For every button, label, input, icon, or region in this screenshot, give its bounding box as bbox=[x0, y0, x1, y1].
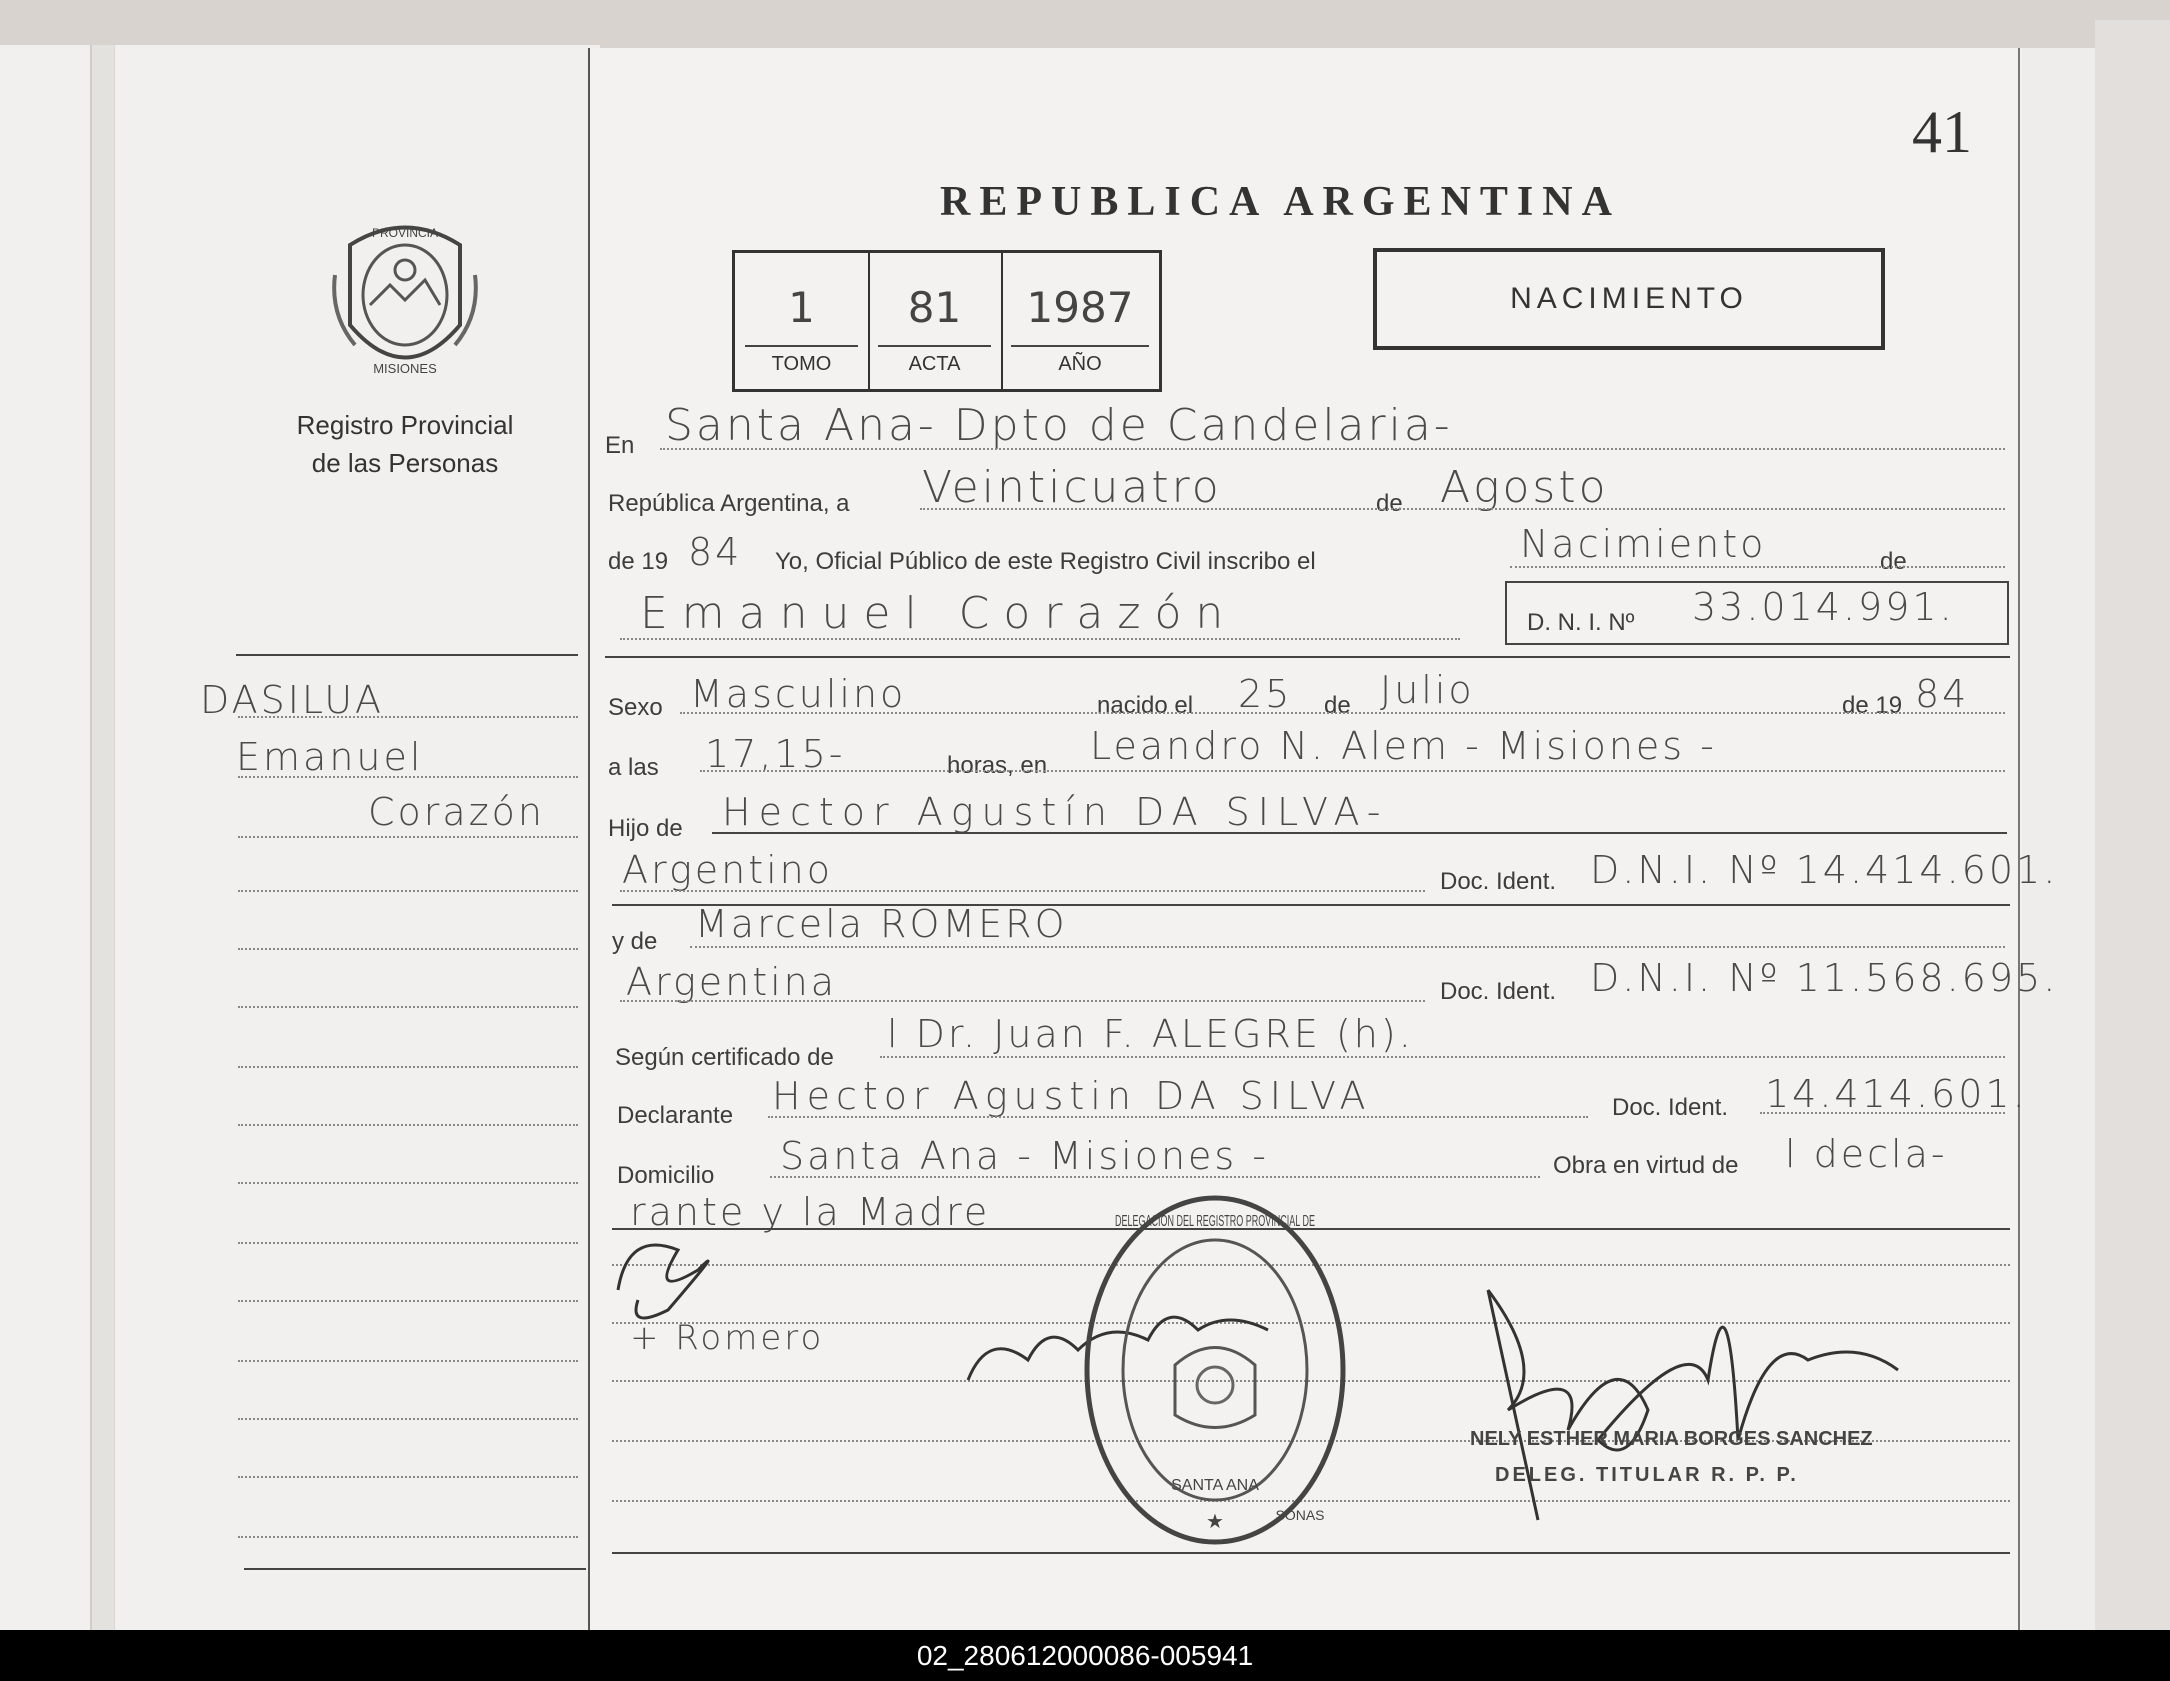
book-edge bbox=[0, 0, 2170, 48]
svg-text:DELEGACION DEL REGISTRO PROVIN: DELEGACION DEL REGISTRO PROVINCIAL DE bbox=[1115, 1213, 1315, 1230]
certificado-value: l Dr. Juan F. ALEGRE (h). bbox=[887, 1012, 1414, 1056]
signer-role: DELEG. TITULAR R. P. P. bbox=[1495, 1464, 1799, 1486]
month-value: Agosto bbox=[1440, 462, 1609, 513]
sidebar-given-name2: Corazón bbox=[368, 790, 545, 834]
domicilio-label: Domicilio bbox=[617, 1162, 715, 1189]
province-seal-icon bbox=[330, 215, 480, 380]
sidebar-line bbox=[238, 1418, 578, 1420]
year-value: 84 bbox=[688, 530, 743, 574]
father-nationality: Argentino bbox=[622, 848, 834, 892]
record-type: NACIMIENTO bbox=[1510, 282, 1748, 315]
father-doc: D.N.I. Nº 14.414.601. bbox=[1590, 848, 2059, 892]
certificado-label: Según certificado de bbox=[615, 1044, 834, 1071]
sidebar-line bbox=[238, 890, 578, 892]
section-rule bbox=[612, 1552, 2010, 1554]
year-prefix-label: de 19 bbox=[608, 548, 669, 575]
declarante-value: Hector Agustin DA SILVA bbox=[772, 1074, 1372, 1118]
father-name: Hector Agustín DA SILVA- bbox=[722, 790, 1389, 834]
de-label3: de bbox=[1324, 692, 1351, 719]
birth-day: 25 bbox=[1238, 672, 1293, 716]
en-label: En bbox=[605, 432, 635, 459]
alas-label: a las bbox=[608, 754, 659, 781]
acta-label: ACTA bbox=[908, 353, 961, 375]
signer-name: NELY ESTHER MARIA BORGES SANCHEZ bbox=[1470, 1428, 1873, 1450]
yde-label: y de bbox=[612, 928, 658, 955]
form-line bbox=[620, 638, 1460, 640]
svg-text:PROVINCIA: PROVINCIA bbox=[371, 226, 439, 240]
doc-label-mother: Doc. Ident. bbox=[1440, 978, 1557, 1005]
form-line bbox=[1760, 1112, 2005, 1114]
anio-cell bbox=[1001, 253, 1159, 389]
form-line bbox=[880, 1056, 2005, 1058]
page-number: 41 bbox=[1912, 99, 1972, 165]
official-stamp bbox=[1080, 1190, 1350, 1550]
page-border bbox=[2018, 48, 2020, 1640]
form-line bbox=[920, 508, 2005, 510]
sidebar-line bbox=[238, 1242, 578, 1244]
hour-value: 17,15- bbox=[705, 732, 846, 776]
sidebar-rule bbox=[244, 1568, 586, 1570]
event-value: Nacimiento bbox=[1520, 522, 1767, 566]
reference-box bbox=[732, 250, 1162, 392]
sidebar-line bbox=[238, 1182, 578, 1184]
sidebar-surname: DASILUA bbox=[200, 678, 385, 722]
birth-place: Leandro N. Alem - Misiones - bbox=[1090, 724, 1717, 768]
declarante-label: Declarante bbox=[617, 1102, 734, 1129]
birth-month: Julio bbox=[1380, 668, 1475, 712]
svg-text:SONAS: SONAS bbox=[1275, 1507, 1325, 1523]
registry-name bbox=[240, 406, 570, 482]
svg-text:SANTA ANA: SANTA ANA bbox=[1171, 1477, 1259, 1494]
form-line bbox=[690, 946, 2005, 948]
sidebar-line bbox=[238, 1006, 578, 1008]
sidebar-line bbox=[238, 1066, 578, 1068]
mother-name: Marcela ROMERO bbox=[695, 902, 1068, 946]
record-type-box bbox=[1373, 248, 1885, 350]
de-label2: de bbox=[1880, 548, 1907, 575]
hijo-label: Hijo de bbox=[608, 815, 683, 842]
anio-value: 1987 bbox=[1026, 283, 1134, 332]
form-line bbox=[660, 448, 2005, 450]
nacido-label: nacido el bbox=[1097, 692, 1194, 719]
doc-label: Doc. Ident. bbox=[1440, 868, 1557, 895]
sidebar-line bbox=[238, 1536, 578, 1538]
document-id: 02_280612000086-005941 bbox=[916, 1640, 1254, 1671]
book-spine bbox=[90, 45, 115, 1640]
form-line bbox=[620, 890, 1425, 892]
registry-line2: de las Personas bbox=[311, 448, 499, 478]
tomo-label: TOMO bbox=[771, 353, 832, 375]
birth-year: 84 bbox=[1915, 672, 1970, 716]
sidebar-line bbox=[238, 1300, 578, 1302]
form-line bbox=[620, 1000, 1425, 1002]
form-line bbox=[770, 1176, 1540, 1178]
mother-mark: + Romero bbox=[630, 1318, 825, 1358]
obra-value: l decla- bbox=[1785, 1132, 1948, 1176]
obra-value-continued: rante y la Madre bbox=[630, 1190, 991, 1234]
sidebar-line bbox=[238, 1124, 578, 1126]
page-title: REPUBLICA ARGENTINA bbox=[940, 179, 1621, 225]
sidebar-line bbox=[238, 836, 578, 838]
acta-value: 81 bbox=[907, 283, 962, 332]
de-label: de bbox=[1376, 490, 1403, 517]
day-value: Veinticuatro bbox=[922, 462, 1222, 513]
form-line bbox=[700, 770, 2005, 772]
svg-text:MISIONES: MISIONES bbox=[373, 361, 437, 376]
sidebar-line bbox=[238, 716, 578, 718]
sexo-value: Masculino bbox=[690, 672, 907, 716]
sidebar-line bbox=[238, 776, 578, 778]
sidebar-line bbox=[238, 948, 578, 950]
dni-label: D. N. I. Nº bbox=[1527, 609, 1635, 636]
form-line bbox=[1510, 566, 2005, 568]
sidebar-line bbox=[238, 1476, 578, 1478]
dni-value: 33.014.991. bbox=[1692, 585, 1955, 629]
book-edge-right bbox=[2095, 20, 2170, 1640]
domicilio-value: Santa Ana - Misiones - bbox=[780, 1134, 1269, 1178]
republica-label: República Argentina, a bbox=[608, 490, 850, 517]
form-line bbox=[768, 1116, 1588, 1118]
svg-text:★: ★ bbox=[1206, 1511, 1224, 1533]
section-rule bbox=[605, 656, 2010, 658]
obra-label: Obra en virtud de bbox=[1553, 1152, 1739, 1179]
declarante-doc: 14.414.601. bbox=[1765, 1072, 2028, 1116]
sidebar-rule bbox=[236, 654, 578, 656]
acta-cell bbox=[868, 253, 1003, 389]
sexo-label: Sexo bbox=[608, 694, 663, 721]
mother-doc: D.N.I. Nº 11.568.695. bbox=[1590, 956, 2059, 1000]
registry-line1: Registro Provincial bbox=[296, 410, 514, 440]
sidebar-line bbox=[238, 1360, 578, 1362]
form-line bbox=[680, 712, 2005, 714]
oficial-label: Yo, Oficial Público de este Registro Civil inscribo el bbox=[775, 548, 1316, 575]
de19-label: de 19 bbox=[1842, 692, 1903, 719]
anio-label: AÑO bbox=[1058, 353, 1102, 375]
dni-box bbox=[1505, 581, 2009, 645]
doc-label-declarante: Doc. Ident. bbox=[1612, 1094, 1729, 1121]
place-value: Santa Ana- Dpto de Candelaria- bbox=[665, 400, 1453, 451]
tomo-value: 1 bbox=[788, 283, 815, 332]
mother-nationality: Argentina bbox=[626, 960, 838, 1004]
tomo-cell bbox=[735, 253, 870, 389]
horas-label: horas, en bbox=[947, 752, 1048, 779]
form-line bbox=[712, 832, 2007, 834]
person-name: Emanuel Corazón bbox=[640, 588, 1238, 639]
sidebar-given-name1: Emanuel bbox=[236, 735, 424, 779]
